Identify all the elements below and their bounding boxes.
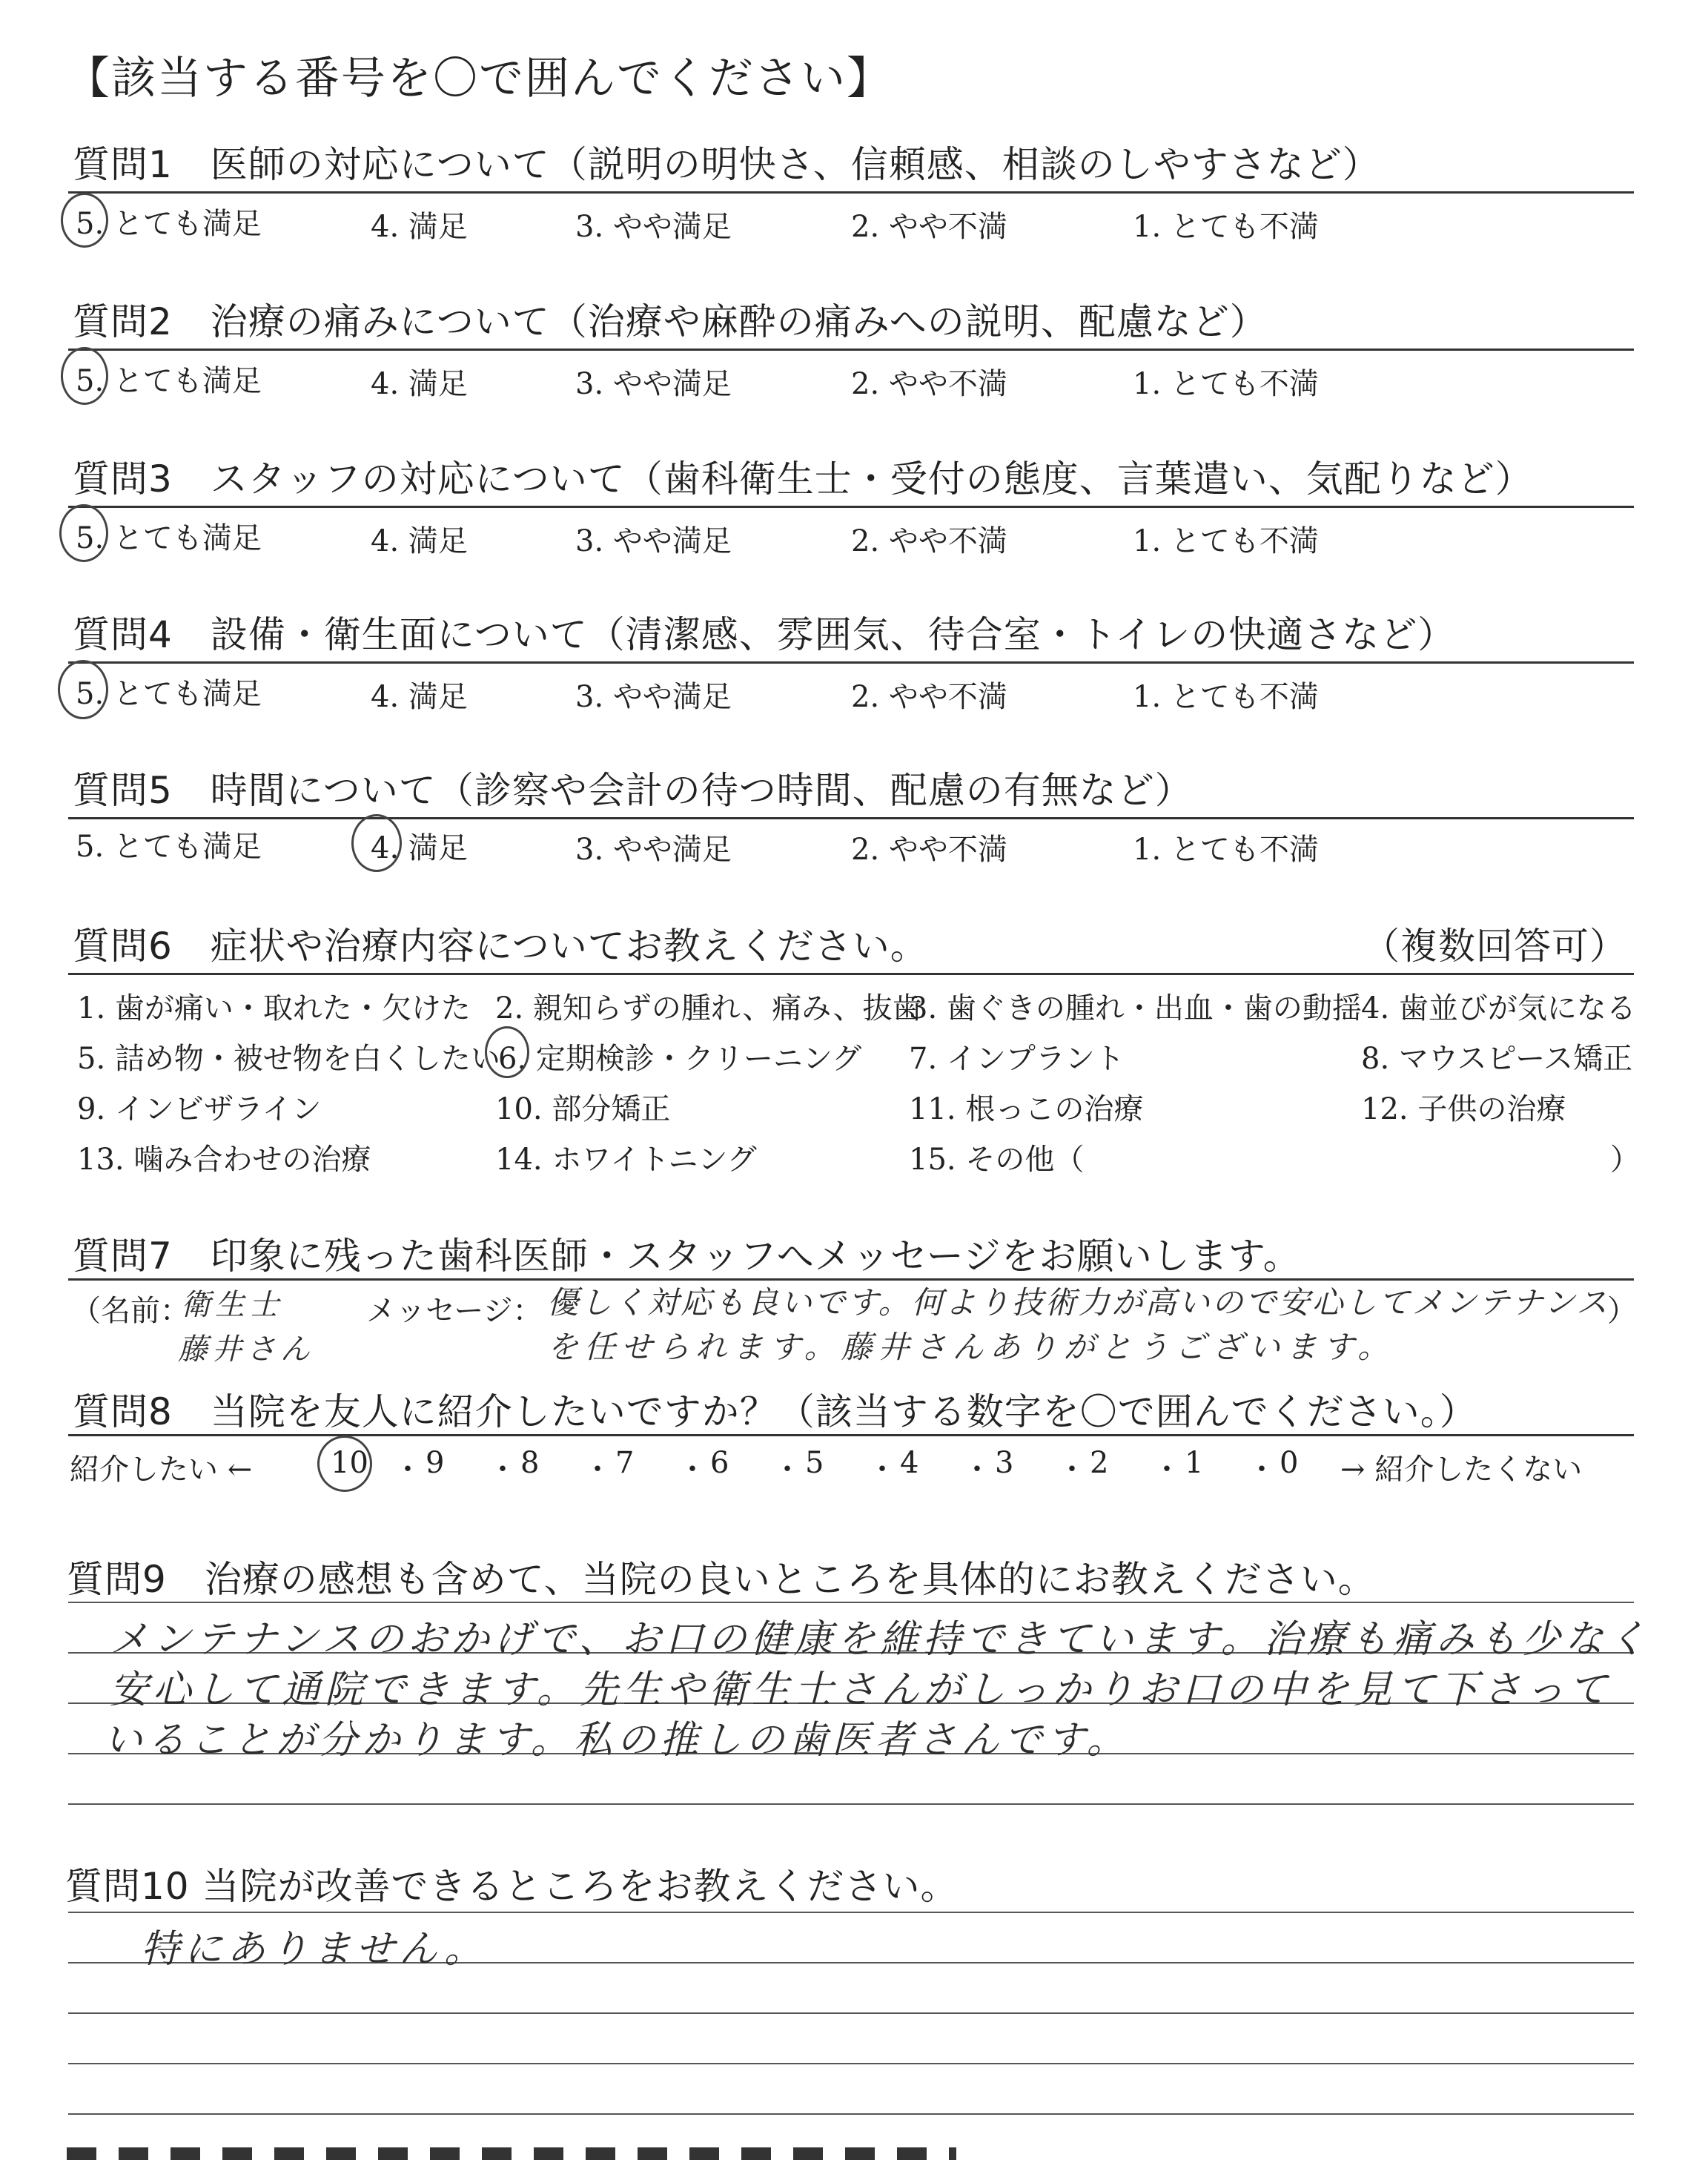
scale-separator-dot: ・	[393, 1453, 423, 1487]
answer-line	[68, 1912, 1634, 1913]
q9-answer-line-3: いることが分かります。私の推しの歯医者さんです。	[104, 1718, 1130, 1763]
question-10-title: 質問10 当院が改善できるところをお教えください。	[65, 1865, 959, 1908]
selection-circle	[61, 347, 108, 405]
recommend-score-2[interactable]: 2	[1090, 1446, 1109, 1480]
multiple-answer-note: （複数回答可）	[1363, 925, 1627, 968]
q6-item-2[interactable]: 2. 親知らずの腫れ、痛み、抜歯	[495, 991, 922, 1025]
q10-answer-line-1: 特にありません。	[141, 1927, 488, 1972]
q3-option-3[interactable]: 3. やや満足	[575, 524, 732, 558]
recommend-score-10[interactable]: 10	[331, 1446, 368, 1480]
q2-option-5[interactable]: 5. とても満足	[76, 364, 262, 398]
q4-option-3[interactable]: 3. やや満足	[575, 680, 732, 714]
question-3-title: 質問3 スタッフの対応について（歯科衛生士・受付の態度、言葉遣い、気配りなど）	[73, 458, 1533, 501]
scale-separator-dot: ・	[1152, 1453, 1182, 1487]
scale-separator-dot: ・	[678, 1453, 707, 1487]
q1-option-1[interactable]: 1. とても不満	[1133, 210, 1319, 244]
handwritten-name-2: 藤井さん	[178, 1332, 314, 1367]
answer-line	[68, 2012, 1634, 2014]
q2-option-4[interactable]: 4. 満足	[371, 367, 468, 401]
q3-option-4[interactable]: 4. 満足	[371, 524, 468, 558]
q6-item-10[interactable]: 10. 部分矯正	[495, 1092, 671, 1126]
q1-option-5[interactable]: 5. とても満足	[76, 207, 262, 241]
recommend-right-label: → 紹介したくない	[1340, 1453, 1583, 1487]
divider	[68, 661, 1634, 664]
q9-answer-line-2: 安心して通院できます。先生や衛生士さんがしっかりお口の中を見て下さって	[110, 1668, 1612, 1712]
recommend-score-9[interactable]: 9	[426, 1446, 445, 1480]
q5-option-2[interactable]: 2. やや不満	[851, 833, 1007, 867]
q6-item-11[interactable]: 11. 根っこの治療	[909, 1092, 1144, 1126]
divider	[68, 506, 1634, 508]
message-label: メッセージ：	[366, 1294, 543, 1328]
q6-item-5[interactable]: 5. 詰め物・被せ物を白くしたい	[77, 1042, 500, 1076]
q9-answer-line-1: メンテナンスのおかげで、お口の健康を維持できています。治療も痛みも少なく	[110, 1617, 1651, 1662]
divider	[68, 973, 1634, 975]
q5-option-1[interactable]: 1. とても不満	[1133, 833, 1319, 867]
question-8-title: 質問8 当院を友人に紹介したいですか？（該当する数字を〇で囲んでください。）	[73, 1390, 1477, 1433]
scale-separator-dot: ・	[583, 1453, 612, 1487]
recommend-score-7[interactable]: 7	[615, 1446, 635, 1480]
selection-circle	[61, 193, 108, 248]
selection-circle	[351, 814, 402, 872]
message-close: ）	[1607, 1294, 1637, 1328]
scale-separator-dot: ・	[772, 1453, 802, 1487]
scale-separator-dot: ・	[1057, 1453, 1087, 1487]
q4-option-1[interactable]: 1. とても不満	[1133, 680, 1319, 714]
question-2-title: 質問2 治療の痛みについて（治療や麻酔の痛みへの説明、配慮など）	[73, 300, 1268, 343]
q1-option-4[interactable]: 4. 満足	[371, 210, 468, 244]
q6-item-8[interactable]: 8. マウスピース矯正	[1361, 1042, 1633, 1076]
selection-circle	[485, 1026, 529, 1078]
q5-option-5[interactable]: 5. とても満足	[76, 830, 262, 864]
answer-line	[68, 2063, 1634, 2064]
divider	[68, 1434, 1634, 1436]
recommend-left-label: 紹介したい ←	[70, 1453, 253, 1487]
scale-separator-dot: ・	[488, 1453, 517, 1487]
question-6-title: 質問6 症状や治療内容についてお教えください。	[73, 925, 928, 968]
q1-option-3[interactable]: 3. やや満足	[575, 210, 732, 244]
q2-option-1[interactable]: 1. とても不満	[1133, 367, 1319, 401]
answer-line	[68, 1803, 1634, 1805]
q3-option-2[interactable]: 2. やや不満	[851, 524, 1007, 558]
divider	[68, 191, 1634, 194]
recommend-score-6[interactable]: 6	[710, 1446, 729, 1480]
q6-item-9[interactable]: 9. インビザライン	[77, 1092, 322, 1126]
handwritten-message-2: を任せられます。藤井さんありがとうございます。	[547, 1329, 1395, 1365]
q5-option-4[interactable]: 4. 満足	[371, 831, 468, 865]
scale-separator-dot: ・	[1247, 1453, 1277, 1487]
recommend-score-4[interactable]: 4	[900, 1446, 919, 1480]
q2-option-3[interactable]: 3. やや満足	[575, 367, 732, 401]
question-7-title: 質問7 印象に残った歯科医師・スタッフへメッセージをお願いします。	[73, 1235, 1301, 1278]
q6-item-15-close: ）	[1610, 1143, 1640, 1177]
q4-option-5[interactable]: 5. とても満足	[76, 677, 262, 711]
answer-line	[68, 1602, 1634, 1603]
question-5-title: 質問5 時間について（診察や会計の待つ時間、配慮の有無など）	[73, 769, 1193, 812]
form-header: 【該当する番号を〇で囲んでください】	[65, 53, 893, 105]
q3-option-1[interactable]: 1. とても不満	[1133, 524, 1319, 558]
recommend-score-1[interactable]: 1	[1185, 1446, 1204, 1480]
q5-option-3[interactable]: 3. やや満足	[575, 833, 732, 867]
q6-item-4[interactable]: 4. 歯並びが気になる	[1361, 991, 1636, 1025]
name-label: （名前：	[71, 1294, 190, 1328]
recommend-score-5[interactable]: 5	[805, 1446, 824, 1480]
recommend-score-3[interactable]: 3	[995, 1446, 1014, 1480]
q6-item-14[interactable]: 14. ホワイトニング	[495, 1143, 757, 1177]
q4-option-2[interactable]: 2. やや不満	[851, 680, 1007, 714]
q3-option-5[interactable]: 5. とても満足	[76, 521, 262, 555]
q4-option-4[interactable]: 4. 満足	[371, 680, 468, 714]
q6-item-15[interactable]: 15. その他（	[909, 1143, 1085, 1177]
handwritten-name-1: 衛生士	[181, 1288, 283, 1322]
question-4-title: 質問4 設備・衛生面について（清潔感、雰囲気、待合室・トイレの快適さなど）	[73, 613, 1456, 656]
q6-item-12[interactable]: 12. 子供の治療	[1361, 1092, 1566, 1126]
question-9-title: 質問9 治療の感想も含めて、当院の良いところを具体的にお教えください。	[67, 1558, 1376, 1601]
selection-circle	[317, 1436, 372, 1492]
q6-item-1[interactable]: 1. 歯が痛い・取れた・欠けた	[77, 991, 471, 1025]
q6-item-6[interactable]: 6. 定期検診・クリーニング	[498, 1042, 862, 1076]
q2-option-2[interactable]: 2. やや不満	[851, 367, 1007, 401]
question-1-title: 質問1 医師の対応について（説明の明快さ、信頼感、相談のしやすさなど）	[73, 143, 1380, 186]
q6-item-13[interactable]: 13. 噛み合わせの治療	[77, 1143, 371, 1177]
q6-item-7[interactable]: 7. インプラント	[909, 1042, 1125, 1076]
recommend-score-8[interactable]: 8	[520, 1446, 540, 1480]
selection-circle	[58, 660, 108, 719]
divider	[68, 817, 1634, 819]
divider	[68, 349, 1634, 351]
scale-separator-dot: ・	[867, 1453, 897, 1487]
selection-circle	[59, 504, 108, 562]
q6-item-3[interactable]: 3. 歯ぐきの腫れ・出血・歯の動揺	[909, 991, 1362, 1025]
cut-off-text-strip	[67, 2147, 956, 2160]
answer-line	[68, 2113, 1634, 2115]
scale-separator-dot: ・	[962, 1453, 992, 1487]
recommend-score-0[interactable]: 0	[1280, 1446, 1299, 1480]
q1-option-2[interactable]: 2. やや不満	[851, 210, 1007, 244]
handwritten-message-1: 優しく対応も良いです。何より技術力が高いので安心してメンテナンス	[547, 1284, 1610, 1321]
